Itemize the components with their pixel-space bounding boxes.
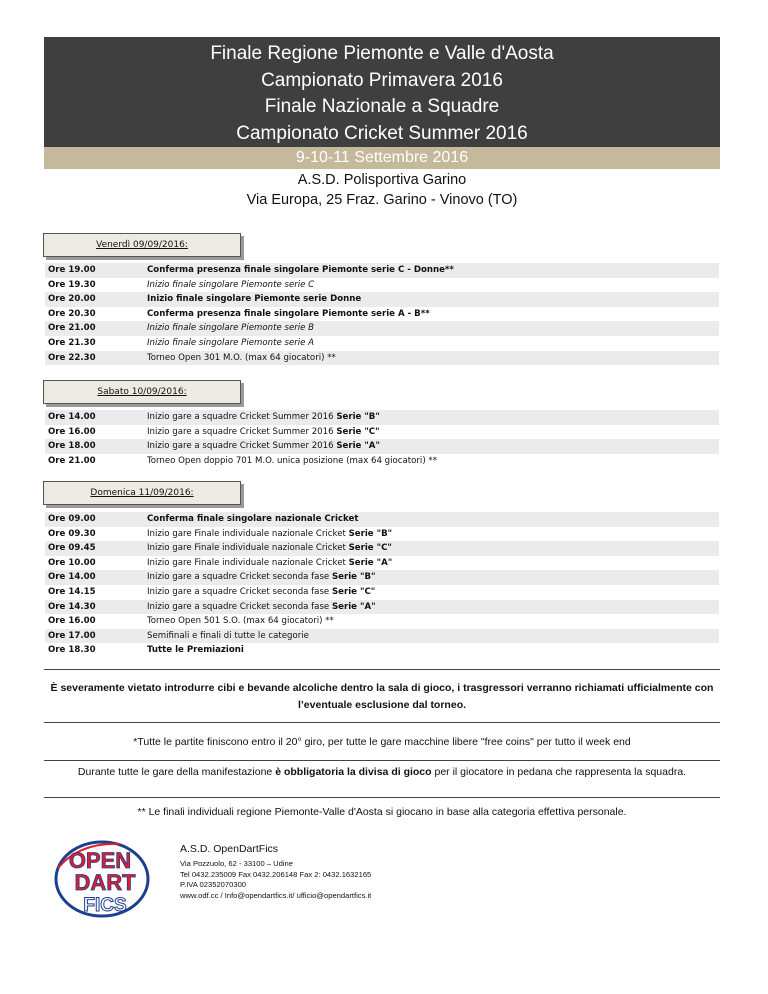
day-label-friday: Venerdì 09/09/2016: (43, 233, 241, 257)
divider (44, 760, 720, 761)
schedule-row (45, 439, 719, 454)
title-line-4: Campionato Cricket Summer 2016 (236, 122, 528, 144)
schedule-row (45, 541, 719, 556)
description-part: Serie "A" (331, 601, 376, 612)
schedule-description (147, 278, 719, 293)
schedule-description (147, 614, 719, 629)
venue-name: A.S.D. Polisportiva Garino (297, 172, 467, 188)
schedule-time: Ore 10.00 (48, 557, 96, 568)
schedule-time: Ore 14.30 (48, 601, 96, 612)
schedule-row (45, 527, 719, 542)
description-part: Inizio gare Finale individuale nazionale Cricket (147, 528, 349, 539)
description-part: Semifinali e finali di tutte le categorie (147, 630, 309, 641)
company-name: A.S.D. OpenDartFics (180, 843, 279, 855)
schedule-time: Ore 20.30 (48, 308, 96, 319)
schedule-row (45, 351, 719, 366)
description-part: Inizio gare a squadre Cricket seconda fase (147, 601, 332, 612)
schedule-time: Ore 16.00 (48, 426, 96, 437)
schedule-description (147, 410, 719, 425)
title-line-2: Campionato Primavera 2016 (261, 69, 503, 91)
company-address: Via Pozzuolo, 62 - 33100 – Udine (180, 859, 294, 868)
company-web: www.odf.cc / Info@opendartfics.it/ ufficio@opendartfics.it (180, 890, 372, 900)
venue-address: Via Europa, 25 Fraz. Garino - Vinovo (TO) (246, 192, 518, 208)
description-part: Inizio gare Finale individuale nazionale Cricket (147, 557, 349, 568)
schedule-row (45, 512, 719, 527)
description-part: Inizio gare a squadre Cricket Summer 2016 (147, 412, 337, 422)
description-part: Serie "B" (336, 412, 380, 422)
schedule-time: Ore 18.30 (48, 645, 96, 656)
schedule-row (45, 556, 719, 571)
description-part: Inizio finale singolare Piemonte serie B (147, 323, 315, 334)
description-part: Tutte le Premiazioni (147, 645, 244, 656)
description-part: Torneo Open doppio 701 M.O. unica posizione (max 64 giocatori) ** (147, 455, 437, 466)
schedule-row (45, 585, 719, 600)
divider (44, 722, 720, 723)
finals-note: ** Le finali individuali regione Piemonte-Valle d'Aosta si giocano in base alla categoria effettiva personale. (137, 806, 627, 818)
divider (44, 797, 720, 798)
description-part: Serie "A" (336, 441, 380, 452)
schedule-time: Ore 14.00 (48, 572, 96, 583)
schedule-description (147, 263, 719, 278)
schedule-description (147, 570, 719, 585)
schedule-row (45, 614, 719, 629)
schedule-time: Ore 09.30 (48, 528, 96, 539)
description-part: Inizio gare a squadre Cricket seconda fase (147, 572, 332, 583)
schedule-time: Ore 22.30 (48, 352, 96, 363)
schedule-time: Ore 14.15 (48, 586, 96, 597)
description-part: Conferma finale singolare nazionale Cricket (147, 514, 359, 524)
alcohol-warning: È severamente vietato introdurre cibi e bevande alcoliche dentro la sala di gioco, i trasgressori verranno richiamati ufficialmente con l’eventuale esclusione dal torneo. (50, 682, 714, 711)
schedule-time: Ore 21.00 (48, 323, 96, 334)
description-part: Serie "C" (336, 426, 380, 437)
logo-word-fics: FICS (83, 895, 127, 916)
description-part: Inizio finale singolare Piemonte serie A (147, 337, 315, 348)
schedule-description (147, 556, 719, 571)
schedule-row (45, 570, 719, 585)
uniform-note-bold: è obbligatoria la divisa di gioco (275, 766, 432, 778)
uniform-note-pre: Durante tutte le gare della manifestazione (77, 766, 276, 778)
schedule-description (147, 336, 719, 351)
schedule-row (45, 454, 719, 469)
description-part: Conferma presenza finale singolare Piemonte serie A - B** (147, 308, 430, 319)
schedule-time: Ore 21.00 (48, 455, 96, 466)
schedule-time: Ore 18.00 (48, 441, 96, 452)
schedule-description (147, 425, 719, 440)
schedule-time: Ore 14.00 (48, 412, 96, 422)
event-title-block (44, 37, 720, 147)
schedule-row (45, 643, 719, 658)
description-part: Serie "C" (331, 586, 376, 597)
schedule-time: Ore 09.45 (48, 543, 96, 554)
schedule-description (147, 351, 719, 366)
schedule-row (45, 629, 719, 644)
schedule-row (45, 425, 719, 440)
schedule-row (45, 292, 719, 307)
schedule-description (147, 307, 719, 322)
schedule-row (45, 600, 719, 615)
description-part: Torneo Open 501 S.O. (max 64 giocatori) ** (147, 616, 334, 627)
schedule-time: Ore 19.30 (48, 279, 96, 290)
description-part: Serie "B" (348, 528, 393, 539)
description-part: Inizio finale singolare Piemonte serie C (147, 279, 315, 290)
description-part: Inizio gare a squadre Cricket seconda fase (147, 586, 332, 597)
schedule-row (45, 321, 719, 336)
logo-word-dart: DART (74, 870, 136, 895)
company-vat: P.IVA 02352070300 (180, 880, 247, 889)
schedule-time: Ore 09.00 (48, 514, 96, 524)
opendartfics-logo (50, 838, 160, 920)
description-part: Torneo Open 301 M.O. (max 64 giocatori) ** (147, 352, 336, 363)
schedule-row (45, 278, 719, 293)
schedule-description (147, 439, 719, 454)
description-part: Inizio gare a squadre Cricket Summer 2016 (147, 426, 337, 437)
schedule-description (147, 541, 719, 556)
schedule-description (147, 629, 719, 644)
schedule-sunday (45, 512, 719, 658)
schedule-time: Ore 16.00 (48, 616, 96, 627)
rounds-note: *Tutte le partite finiscono entro il 20° giro, per tutte le gare macchine libere "free coins" per tutto il week end (133, 736, 631, 748)
description-part: Conferma presenza finale singolare Piemonte serie C - Donne** (147, 265, 454, 275)
title-line-1: Finale Regione Piemonte e Valle d'Aosta (210, 43, 554, 64)
schedule-description (147, 292, 719, 307)
logo-word-open: OPEN (68, 848, 132, 873)
schedule-description (147, 454, 719, 469)
day-label-saturday: Sabato 10/09/2016: (43, 380, 241, 404)
schedule-description (147, 321, 719, 336)
schedule-saturday (45, 410, 719, 468)
description-part: Inizio finale singolare Piemonte serie Donne (147, 294, 362, 305)
title-line-3: Finale Nazionale a Squadre (264, 96, 500, 117)
schedule-description (147, 643, 719, 658)
description-part: Serie "C" (348, 543, 392, 554)
divider (44, 669, 720, 670)
description-part: Inizio gare Finale individuale nazionale Cricket (147, 543, 349, 554)
schedule-description (147, 600, 719, 615)
schedule-row (45, 263, 719, 278)
schedule-time: Ore 17.00 (48, 630, 96, 641)
schedule-time: Ore 20.00 (48, 294, 96, 305)
schedule-row (45, 410, 719, 425)
schedule-friday (45, 263, 719, 365)
schedule-description (147, 512, 719, 527)
schedule-time: Ore 19.00 (48, 265, 96, 275)
schedule-description (147, 585, 719, 600)
schedule-row (45, 336, 719, 351)
schedule-time: Ore 21.30 (48, 337, 96, 348)
description-part: Serie "A" (348, 557, 393, 568)
uniform-note (44, 764, 720, 781)
day-label-sunday: Domenica 11/09/2016: (43, 481, 241, 505)
schedule-row (45, 307, 719, 322)
description-part: Serie "B" (331, 572, 376, 583)
uniform-note-post: per il giocatore in pedana che rappresenta la squadra. (431, 766, 687, 778)
company-phone: Tel 0432.235009 Fax 0432.206148 Fax 2: 0432.1632165 (180, 869, 372, 879)
company-info (180, 843, 371, 901)
schedule-description (147, 527, 719, 542)
description-part: Inizio gare a squadre Cricket Summer 2016 (147, 441, 337, 452)
event-dates: 9-10-11 Settembre 2016 (44, 147, 720, 169)
